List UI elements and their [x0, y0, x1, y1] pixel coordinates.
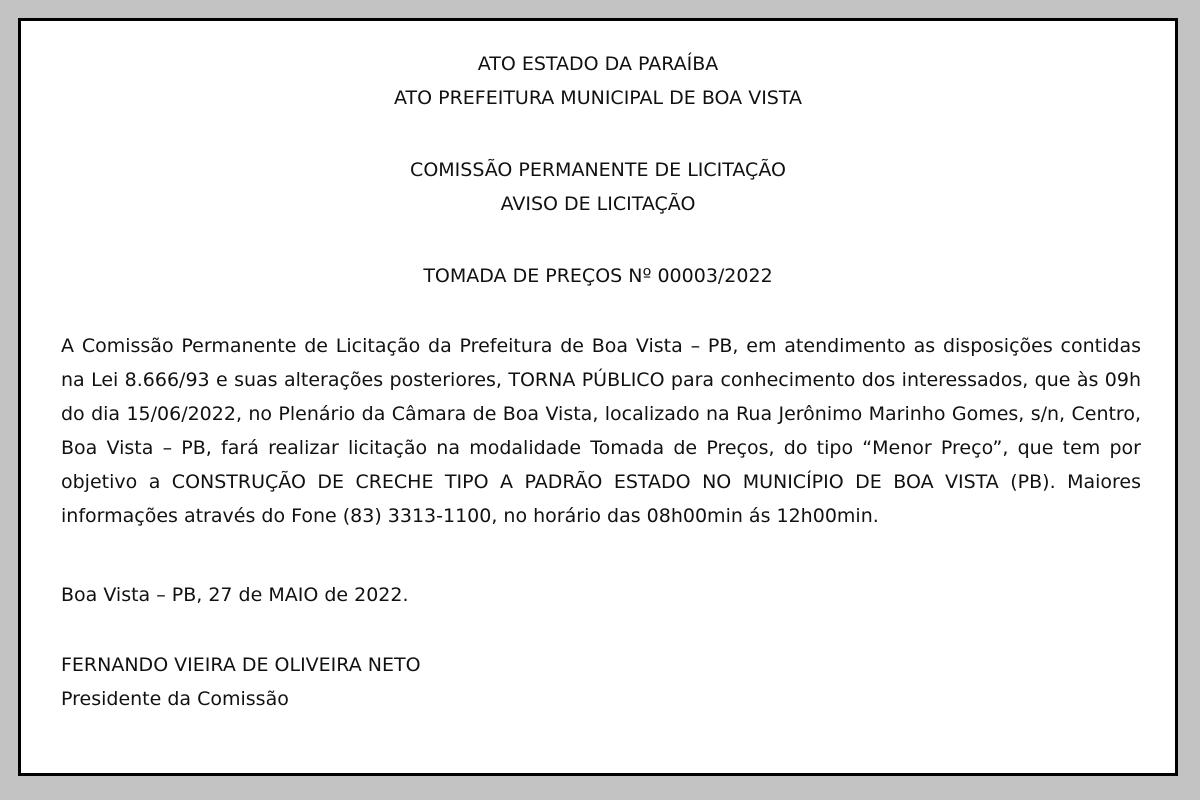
- signatory-role: Presidente da Comissão: [61, 688, 289, 710]
- place-date: Boa Vista – PB, 27 de MAIO de 2022.: [61, 584, 409, 606]
- signatory-name: FERNANDO VIEIRA DE OLIVEIRA NETO: [61, 654, 421, 676]
- notice-header: [21, 47, 1175, 115]
- tender-reference: TOMADA DE PREÇOS Nº 00003/2022: [423, 265, 773, 287]
- notice-body: A Comissão Permanente de Licitação da Prefeitura de Boa Vista – PB, em atendimento as disposições contidas na Lei 8.666/93 e suas alterações posteriores, TORNA PÚBLICO para conhecimento dos interessados, que às 09h do dia 15/06/2022, no Plenário da Câmara de Boa Vista, localizado na Rua Jerônimo Marinho Gomes, s/n, Centro, Boa Vista – PB, fará realizar licitação na modalidade Tomada de Preços, do tipo “Menor Preço”, que tem por objetivo a CONSTRUÇÃO DE CRECHE TIPO A PADRÃO ESTADO NO MUNICÍPIO DE BOA VISTA (PB). Maiores informações através do Fone (83) 3313-1100, no horário das 08h00min ás 12h00min.: [61, 335, 1141, 527]
- committee-heading: COMISSÃO PERMANENTE DE LICITAÇÃO: [410, 159, 786, 181]
- state-heading: ATO ESTADO DA PARAÍBA: [477, 53, 719, 75]
- notice-type-heading: AVISO DE LICITAÇÃO: [500, 193, 696, 215]
- reference-block: [21, 259, 1175, 293]
- prefecture-heading: ATO PREFEITURA MUNICIPAL DE BOA VISTA: [394, 87, 802, 109]
- committee-block: [21, 153, 1175, 221]
- signature-block: [61, 648, 421, 716]
- notice-document: [18, 18, 1178, 776]
